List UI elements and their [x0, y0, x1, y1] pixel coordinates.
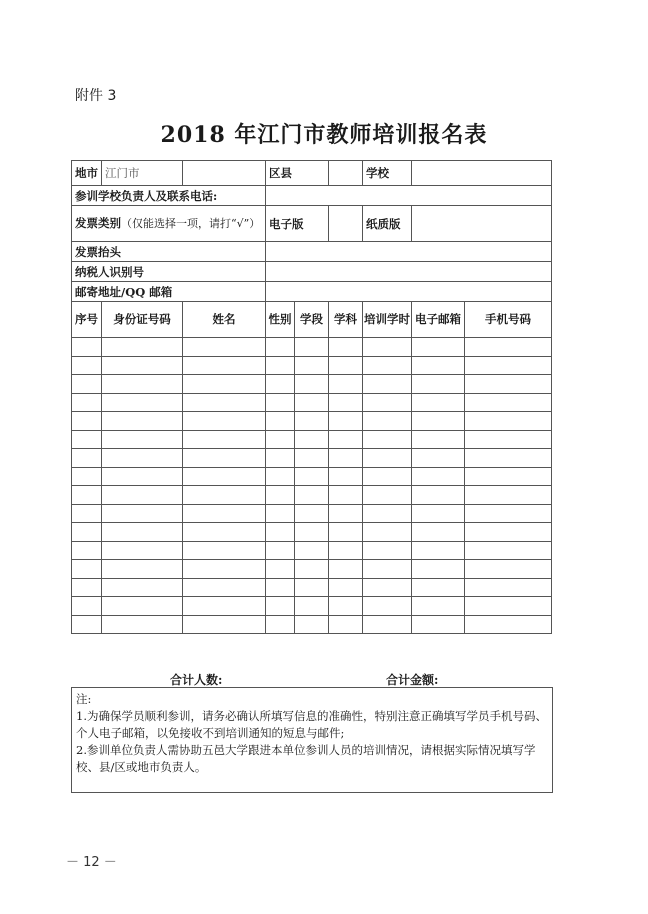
table-row: [72, 504, 552, 523]
cell[interactable]: [102, 615, 183, 634]
table-row: [72, 467, 552, 486]
cell[interactable]: [412, 597, 465, 616]
cell[interactable]: [102, 597, 183, 616]
cell[interactable]: [183, 486, 266, 505]
cell[interactable]: [329, 412, 363, 431]
cell[interactable]: [72, 615, 102, 634]
taxpayer-id-field[interactable]: [266, 262, 552, 282]
cell[interactable]: [183, 541, 266, 560]
invoice-type-note: （仅能选择一项，请打“√”）: [121, 217, 261, 230]
cell[interactable]: [295, 504, 329, 523]
cell[interactable]: [266, 560, 295, 579]
mailing-label: 邮寄地址/QQ 邮箱: [72, 282, 266, 302]
cell[interactable]: [465, 523, 552, 542]
cell[interactable]: [266, 486, 295, 505]
cell[interactable]: [72, 597, 102, 616]
cell[interactable]: [412, 393, 465, 412]
cell[interactable]: [412, 449, 465, 468]
cell[interactable]: [102, 541, 183, 560]
cell[interactable]: [183, 375, 266, 394]
cell[interactable]: [72, 541, 102, 560]
cell[interactable]: [102, 578, 183, 597]
notes-title: 注:: [76, 692, 92, 706]
cell[interactable]: [295, 412, 329, 431]
cell[interactable]: [465, 467, 552, 486]
total-people-label: 合计人数:: [170, 673, 223, 687]
cell[interactable]: [102, 375, 183, 394]
invoice-title-label: 发票抬头: [72, 242, 266, 262]
cell[interactable]: [363, 449, 412, 468]
cell[interactable]: [412, 486, 465, 505]
table-row: [72, 486, 552, 505]
cell[interactable]: [465, 486, 552, 505]
taxpayer-id-label: 纳税人识别号: [72, 262, 266, 282]
cell[interactable]: [329, 393, 363, 412]
col-header-name: 姓名: [183, 302, 266, 338]
table-row: [72, 412, 552, 431]
cell[interactable]: [183, 393, 266, 412]
cell[interactable]: [102, 338, 183, 357]
cell[interactable]: [102, 560, 183, 579]
cell[interactable]: [183, 578, 266, 597]
table-row: [72, 615, 552, 634]
cell[interactable]: [329, 560, 363, 579]
cell[interactable]: [363, 393, 412, 412]
cell[interactable]: [266, 504, 295, 523]
table-row: [72, 393, 552, 412]
cell[interactable]: [412, 504, 465, 523]
cell[interactable]: [102, 523, 183, 542]
cell[interactable]: [295, 597, 329, 616]
city-label: 地市: [72, 161, 102, 185]
col-header-email: 电子邮箱: [412, 302, 465, 338]
mailing-row: [72, 282, 552, 302]
cell[interactable]: [363, 430, 412, 449]
cell[interactable]: [102, 449, 183, 468]
cell[interactable]: [329, 523, 363, 542]
cell[interactable]: [72, 486, 102, 505]
cell[interactable]: [72, 449, 102, 468]
cell[interactable]: [295, 430, 329, 449]
cell[interactable]: [329, 430, 363, 449]
cell[interactable]: [363, 467, 412, 486]
col-header-no: 序号: [72, 302, 102, 338]
cell[interactable]: [329, 578, 363, 597]
col-header-gender: 性别: [266, 302, 295, 338]
cell[interactable]: [72, 412, 102, 431]
invoice-electronic-checkbox[interactable]: [329, 206, 363, 242]
cell[interactable]: [465, 504, 552, 523]
col-header-phone: 手机号码: [465, 302, 552, 338]
cell[interactable]: [266, 430, 295, 449]
col-header-stage: 学段: [295, 302, 329, 338]
cell[interactable]: [72, 375, 102, 394]
cell[interactable]: [465, 597, 552, 616]
cell[interactable]: [329, 375, 363, 394]
invoice-type-label: 发票类别: [75, 216, 121, 230]
note-item-1: 1.为确保学员顺利参训，请务必确认所填写信息的准确性，特别注意正确填写学员手机号码、个人电子邮箱，以免接收不到培训通知的短息与邮件;: [76, 709, 547, 740]
cell[interactable]: [329, 356, 363, 375]
table-row: [72, 449, 552, 468]
cell[interactable]: [102, 467, 183, 486]
cell[interactable]: [412, 338, 465, 357]
county-label: 区县: [266, 161, 329, 186]
cell[interactable]: [183, 449, 266, 468]
location-row: [72, 161, 552, 186]
cell[interactable]: [183, 615, 266, 634]
cell[interactable]: [295, 523, 329, 542]
school-field[interactable]: [412, 161, 552, 186]
column-header-row: [72, 302, 552, 338]
cell[interactable]: [465, 430, 552, 449]
cell[interactable]: [266, 412, 295, 431]
cell[interactable]: [363, 504, 412, 523]
table-row: [72, 430, 552, 449]
col-header-training-time: 培训学时: [363, 302, 412, 338]
cell[interactable]: [329, 541, 363, 560]
cell[interactable]: [295, 578, 329, 597]
cell[interactable]: [266, 338, 295, 357]
cell[interactable]: [295, 467, 329, 486]
cell[interactable]: [266, 467, 295, 486]
cell[interactable]: [183, 430, 266, 449]
cell[interactable]: [363, 578, 412, 597]
table-row: [72, 597, 552, 616]
cell[interactable]: [266, 615, 295, 634]
cell[interactable]: [412, 578, 465, 597]
cell[interactable]: [329, 338, 363, 357]
cell[interactable]: [183, 523, 266, 542]
cell[interactable]: [102, 412, 183, 431]
cell[interactable]: [329, 597, 363, 616]
cell[interactable]: [363, 486, 412, 505]
cell[interactable]: [295, 449, 329, 468]
table-row: [72, 356, 552, 375]
col-header-id-number: 身份证号码: [102, 302, 183, 338]
cell[interactable]: [183, 504, 266, 523]
city-field[interactable]: 江门市: [105, 166, 140, 180]
cell[interactable]: [102, 393, 183, 412]
city-field-extra[interactable]: [183, 161, 266, 186]
attachment-label: 附件 3: [75, 88, 117, 104]
cell[interactable]: [72, 356, 102, 375]
invoice-type-row: [72, 206, 552, 242]
form-title: 2018 年江门市教师培训报名表: [160, 122, 488, 148]
cell[interactable]: [329, 467, 363, 486]
cell[interactable]: [363, 597, 412, 616]
cell[interactable]: [102, 356, 183, 375]
cell[interactable]: [266, 541, 295, 560]
cell[interactable]: [72, 393, 102, 412]
invoice-title-field[interactable]: [266, 242, 552, 262]
cell[interactable]: [412, 412, 465, 431]
cell[interactable]: [412, 523, 465, 542]
cell[interactable]: [183, 412, 266, 431]
cell[interactable]: [412, 467, 465, 486]
invoice-paper-checkbox[interactable]: [412, 206, 552, 242]
cell[interactable]: [295, 375, 329, 394]
table-row: [72, 560, 552, 579]
note-item-2: 2.参训单位负责人需协助五邑大学跟进本单位参训人员的培训情况，请根据实际情况填写学校、县/区或地市负责人。: [76, 743, 536, 774]
table-row: [72, 578, 552, 597]
cell[interactable]: [465, 393, 552, 412]
cell[interactable]: [102, 486, 183, 505]
cell[interactable]: [363, 412, 412, 431]
cell[interactable]: [295, 486, 329, 505]
cell[interactable]: [183, 560, 266, 579]
trainee-rows: [72, 338, 552, 634]
cell[interactable]: [295, 393, 329, 412]
cell[interactable]: [72, 560, 102, 579]
cell[interactable]: [295, 338, 329, 357]
cell[interactable]: [465, 375, 552, 394]
invoice-title-row: [72, 242, 552, 262]
cell[interactable]: [465, 615, 552, 634]
contact-row: [72, 186, 552, 206]
cell[interactable]: [72, 523, 102, 542]
cell[interactable]: [102, 504, 183, 523]
cell[interactable]: [465, 560, 552, 579]
cell[interactable]: [266, 375, 295, 394]
cell[interactable]: [183, 356, 266, 375]
cell[interactable]: [412, 356, 465, 375]
contact-field[interactable]: [266, 186, 552, 206]
cell[interactable]: [329, 504, 363, 523]
taxpayer-id-row: [72, 262, 552, 282]
cell[interactable]: [72, 338, 102, 357]
table-row: [72, 338, 552, 357]
cell[interactable]: [266, 523, 295, 542]
cell[interactable]: [102, 430, 183, 449]
cell[interactable]: [266, 597, 295, 616]
cell[interactable]: [72, 430, 102, 449]
col-header-subject: 学科: [329, 302, 363, 338]
cell[interactable]: [363, 523, 412, 542]
registration-form-table: [71, 160, 552, 634]
cell[interactable]: [295, 541, 329, 560]
cell[interactable]: [183, 338, 266, 357]
page-number: － 12 －: [66, 855, 117, 870]
county-field[interactable]: [329, 161, 363, 186]
cell[interactable]: [266, 393, 295, 412]
cell[interactable]: [465, 541, 552, 560]
cell[interactable]: [363, 615, 412, 634]
cell[interactable]: [72, 578, 102, 597]
cell[interactable]: [266, 356, 295, 375]
cell[interactable]: [465, 578, 552, 597]
cell[interactable]: [266, 449, 295, 468]
table-row: [72, 523, 552, 542]
cell[interactable]: [465, 338, 552, 357]
invoice-paper-label: 纸质版: [363, 206, 412, 242]
cell[interactable]: [72, 504, 102, 523]
cell[interactable]: [363, 375, 412, 394]
table-row: [72, 375, 552, 394]
cell[interactable]: [329, 615, 363, 634]
cell[interactable]: [295, 560, 329, 579]
cell[interactable]: [412, 560, 465, 579]
cell[interactable]: [183, 597, 266, 616]
cell[interactable]: [465, 356, 552, 375]
cell[interactable]: [363, 356, 412, 375]
cell[interactable]: [412, 375, 465, 394]
invoice-electronic-label: 电子版: [266, 206, 329, 242]
contact-label: 参训学校负责人及联系电话:: [72, 186, 266, 206]
cell[interactable]: [329, 486, 363, 505]
cell[interactable]: [363, 338, 412, 357]
school-label: 学校: [363, 161, 412, 186]
cell[interactable]: [183, 467, 266, 486]
cell[interactable]: [465, 449, 552, 468]
total-amount-label: 合计金额:: [386, 673, 439, 687]
cell[interactable]: [295, 615, 329, 634]
cell[interactable]: [266, 578, 295, 597]
table-row: [72, 541, 552, 560]
cell[interactable]: [363, 541, 412, 560]
cell[interactable]: [329, 449, 363, 468]
mailing-field[interactable]: [266, 282, 552, 302]
cell[interactable]: [295, 356, 329, 375]
cell[interactable]: [72, 467, 102, 486]
cell[interactable]: [465, 412, 552, 431]
cell[interactable]: [412, 430, 465, 449]
cell[interactable]: [412, 615, 465, 634]
cell[interactable]: [412, 541, 465, 560]
cell[interactable]: [363, 560, 412, 579]
notes-box: [71, 687, 553, 793]
